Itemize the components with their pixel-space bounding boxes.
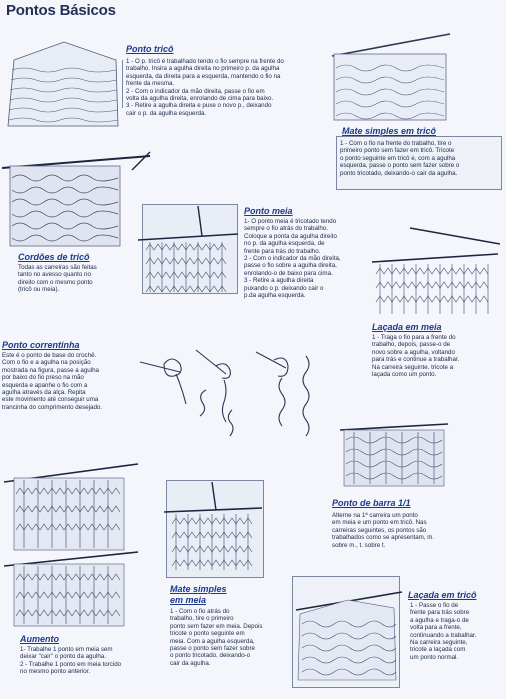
text-line: trabalhados como se apresentam, m. (332, 534, 435, 542)
text-line: puxando o p. deixando cair o (244, 284, 324, 292)
section-text-aumento (20, 646, 156, 676)
text-line: esquerda, passe o ponto sem fazer sobre o (340, 162, 460, 170)
seed-stitch-purl-illustration (330, 30, 452, 122)
text-line: a agulha e traga-o de (410, 616, 469, 624)
text-line: passe o fio sobre a agulha direita, (244, 262, 337, 270)
section-title-ponto-meia: Ponto meia (244, 206, 293, 216)
text-line: Coloque a ponta da agulha direito (244, 232, 337, 240)
text-line: Alterne na 1ª carreira um ponto (332, 512, 418, 519)
text-line: no p. da agulha esquerda, de (244, 240, 325, 248)
text-line: este movimento até conseguir uma (2, 396, 99, 404)
text-line: o ponto tricotado, deixando-o (170, 652, 251, 660)
section-title-lacada-trico: Laçada em tricô (408, 590, 477, 600)
text-line: deixar "cair" o ponto da agulha. (20, 653, 106, 661)
text-line: Na carreira seguinte, tricote a (372, 363, 454, 371)
text-line: por baixo do fio preso na mão (2, 374, 84, 382)
text-line: 1- O ponto meia é tricotado tendo (244, 218, 337, 225)
text-line: esquerda e apanhe o fio com a (2, 381, 88, 389)
text-line: tricote o ponto seguinte em (170, 630, 245, 638)
text-line: sobre m., t. sobre t. (332, 541, 386, 549)
section-title-ponto-correntinha: Ponto correntinha (2, 340, 80, 350)
section-text-ponto-meia (244, 218, 374, 299)
text-line: Na carreira seguinte, (410, 639, 468, 647)
section-title-mate-simples-meia-line1: Mate simples (170, 584, 227, 594)
section-text-mate-simples-trico (340, 140, 502, 177)
text-line: 3 - Retire a agulha direita (244, 277, 314, 285)
text-line: cair o p. da agulha esquerda. (126, 109, 207, 117)
purl-stitch-swatch-illustration (4, 40, 122, 130)
text-line: passe o ponto sem fazer sobre (170, 645, 255, 653)
rib-stitch-illustration (338, 420, 450, 490)
knit-stitch-illustration (138, 206, 240, 294)
connector-line (122, 60, 123, 108)
text-line: 1- Trabalhe 1 ponto em meia sem (20, 646, 113, 653)
text-line: frente para trás do trabalho. (244, 247, 321, 255)
purl-yarn-over-illustration (294, 590, 404, 682)
text-line: primeiro ponto sem fazer em tricô. Tricote (340, 147, 455, 155)
section-title-cordoes-trico: Cordões de tricô (18, 252, 90, 262)
text-line: 3 - Retire a agulha direita e puxe o novo p., deixando (126, 102, 272, 110)
text-line: enrolando-o de baixo para cima. (244, 269, 333, 277)
text-line: Este é o ponto de base do crochê. (2, 352, 97, 359)
crochet-chain-illustration (136, 344, 326, 444)
page-title: Pontos Básicos (6, 2, 116, 19)
section-title-mate-simples-meia-line2: em meia (170, 595, 207, 605)
section-title-lacada-meia: Laçada em meia (372, 322, 442, 332)
text-line: em meia e um ponto em tricô. Nas (332, 519, 427, 527)
text-line: ponto sem fazer em meia. Depois (170, 622, 263, 630)
increase-step-1-illustration (4, 460, 140, 552)
text-line: 2 - Com o indicador da mão direita, (244, 255, 341, 263)
text-line: o ponto seguinte em tricô e, com a agulha (340, 154, 456, 162)
section-text-ponto-correntinha (2, 352, 134, 411)
section-title-mate-simples-trico: Mate simples em tricô (342, 126, 437, 136)
text-line: 1 - Traga o fio para a frente do (372, 334, 456, 341)
text-line: sempre o fio atrás do trabalho. (244, 225, 328, 233)
text-line: 2 - Trabalhe 1 ponto em meia torcido (20, 660, 122, 668)
text-line: trabalho, tire o primeiro (170, 615, 234, 623)
text-line: volta para a frente, (410, 624, 462, 632)
text-line: novo sobre a agulha, voltando (372, 348, 455, 356)
section-title-ponto-barra: Ponto de barra 1/1 (332, 498, 411, 508)
text-line: esquerda, da direita para a esquerda, mantendo o fio na (126, 72, 281, 80)
text-line: volta da agulha direita, enrolando de cima para baixo. (126, 95, 274, 103)
section-text-ponto-trico (126, 58, 326, 117)
text-line: um ponto normal. (410, 653, 459, 661)
section-text-ponto-barra (332, 512, 462, 549)
text-line: Com o fio e a agulha na posição (2, 359, 91, 367)
text-line: agulha através da alça. Repita (2, 389, 86, 397)
section-text-mate-simples-meia (170, 608, 290, 667)
text-line: mostrada na figura, passe a agulha (2, 366, 99, 374)
section-text-lacada-meia (372, 334, 502, 378)
section-text-lacada-trico (410, 602, 504, 661)
text-line: direito com o mesmo ponto (18, 278, 93, 286)
text-line: 1 - O p. tricô é trabalhado tendo o fio sempre na frente do (126, 58, 284, 65)
section-text-cordoes-trico (18, 264, 138, 294)
garter-stitch-illustration (2, 150, 152, 250)
text-line: p.da agulha esquerda. (244, 292, 306, 300)
text-line: para trás e continue a trabalhar. (372, 356, 460, 364)
text-line: 1 - Com o fio atrás do (170, 608, 230, 615)
text-line: ponto tricotado, deixando-o cair da agulha. (340, 169, 458, 177)
section-title-ponto-trico: Ponto tricô (126, 44, 174, 54)
text-line: 2 - Com o indicador da mão direita, passe o fio em (126, 87, 265, 95)
section-title-aumento: Aumento (20, 634, 59, 644)
text-line: 1 - Com o fio na frente do trabalho, tire o (340, 140, 452, 147)
text-line: 1 - Passe o fio de (410, 602, 459, 609)
text-line: (tricô ou meia). (18, 286, 60, 294)
text-line: laçada como um ponto. (372, 371, 437, 379)
text-line: carreiras seguintes, os pontos são (332, 526, 427, 534)
knit-yarn-over-illustration (370, 226, 502, 318)
text-line: trabalho. Insira a agulha direita no primeiro p. da agulha (126, 65, 280, 73)
text-line: no mesmo ponto anterior. (20, 668, 91, 676)
text-line: cair da agulha. (170, 659, 211, 667)
text-line: frente para trás sobre (410, 609, 470, 617)
text-line: meia. Com a agulha esquerda, (170, 637, 255, 645)
text-line: Todas as carreiras são feitas (18, 264, 97, 271)
text-line: tanto no avesso quanto no (18, 271, 91, 279)
seed-stitch-knit-illustration (164, 482, 264, 574)
text-line: continuando a trabalhar. (410, 631, 477, 639)
text-line: tricote a laçada com (410, 646, 466, 654)
increase-step-2-illustration (4, 548, 140, 630)
text-line: trabalho, depois, passe-o de (372, 341, 451, 349)
text-line: frente da mesma. (126, 80, 175, 88)
text-line: trancinha do comprimento desejado. (2, 403, 103, 411)
